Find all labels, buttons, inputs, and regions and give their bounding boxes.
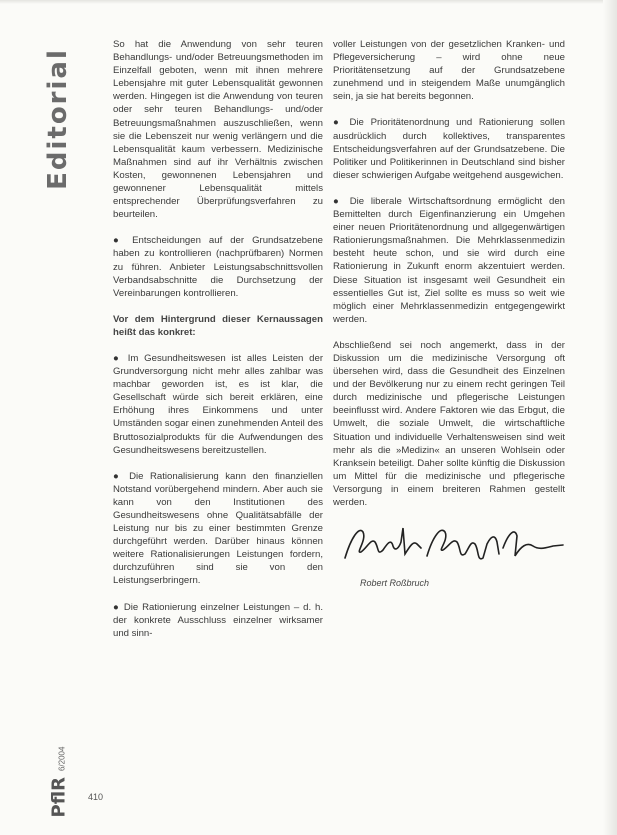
journal-logo-letters: PflR [48,777,70,818]
page-top-edge [0,0,617,4]
bullet-paragraph: ● Entscheidungen auf der Grundsatzebene haben zu kontrollieren (nachprüfbaren) Normen zu führen. Anbieter Leistungsabschnittsvollen Verbandsabschnitte die Durchsetzung der Vereinbarungen kontrollieren. [113,235,324,299]
bullet-icon: ● [333,195,343,207]
bullet-paragraph: ● Die Prioritätenordnung und Rationierung sollen ausdrücklich durch kollektives, transparentes Entscheidungsverfahren auf der Grundsatzebene. Die Politiker und Politikerinnen in Deutschland sind bisher dieser schwierigen Aufgabe weitgehend ausgewichen. [333,117,566,181]
subheading: Vor dem Hintergrund dieser Kernaussagen heißt das konkret: [113,313,323,338]
author-name: Robert Roßbruch [360,578,430,588]
right-column [333,38,565,522]
paragraph: voller Leistungen von der gesetzlichen Kranken- und Pflegeversicherung – wird ohne neue Prioritätensetzung auf der Grundsatzebene zunehmend und in steigendem Maße unumgänglich sein, ja sie hat bereits begonnen. [333,39,565,103]
bullet-icon: ● [113,352,122,364]
journal-issue: 6/2004 [57,746,67,772]
bullet-paragraph: ● Die Rationierung einzelner Leistungen – d. h. der konkrete Ausschluss einzelner wirksamer und sinn- [113,601,323,639]
bullet-paragraph: ● Die liberale Wirtschaftsordnung ermöglicht den Bemittelten durch Eigenfinanzierung ein Umgehen einer neuen Prioritätenordnung und allgegenwärtigen Rationierungsmaßnahmen. Die Mehrklassenmedizin besteht heute schon, und sie wird durch eine Rationierung in Zukunft enorm akzentuiert werden. Diese Situation ist insgesamt weil Gesundheit ein essentielles Gut ist, Ziel sollte es muss so weit wie möglich einer Mehrklassenmedizin entgegengewirkt werden. [333,195,566,325]
bullet-icon: ● [113,235,125,247]
page-edge-shadow [603,0,617,835]
paragraph: So hat die Anwendung von sehr teuren Behandlungs- und/oder Betreuungsmethoden im Einzelfall geboten, wenn mit ihnen mehrere Lebensjahre mit guter Lebensqualität gewonnen werden. Hingegen ist die Anwendung von teuren oder sehr teuren Behandlungs- und/oder Betreuungsmaßnahmen auszuschließen, wenn sie die Lebenszeit nur wenig verlängern und die Lebensqualität kaum verbessern. Medizinische Maßnahmen sind auf ihr Verhältnis zwischen Kosten, gewonnenen Lebensjahren und gewonnener Lebensqualität mittels entsprechender Überprüfungsverfahren zu beurteilen. [113,39,323,221]
bullet-icon: ● [333,117,343,129]
section-title [40,44,76,194]
bullet-icon: ● [113,470,123,482]
bullet-icon: ● [113,601,120,613]
author-signature [337,518,567,570]
section-title-text: Editorial [43,48,73,190]
journal-logo [44,746,74,818]
page-number: 410 [88,792,104,802]
left-column [113,38,323,653]
bullet-paragraph: ● Die Rationalisierung kann den finanziellen Notstand vorübergehend mindern. Aber auch sie kann von den Institutionen des Gesundheitswesens ohne Qualitätsabfälle der Leistung nur bis zu einer bestimmten Grenze durchgeführt werden. Darüber hinaus können weitere Rationalisierungen Leistungen fordern, durchzuführen sind sie von den Leistungserbringern. [113,470,323,587]
paragraph: Abschließend sei noch angemerkt, dass in der Diskussion um die medizinische Versorgung oft übersehen wird, dass die Gesundheit des Einzelnen und der Bevölkerung nur zu einem recht geringen Teil durch medizinische und pflegerische Leistungen beeinflusst wird. Andere Faktoren wie das Erbgut, die Umwelt, die soziale Umwelt, die wirtschaftliche Situation und individuelle Verhaltensweisen sind weit mehr als die »Medizin« an unseren Wohlsein oder Kranksein beteiligt. Daher sollte künftig die Diskussion um Mittel für die medizinische und pflegerische Versorgung in einem breiteren Rahmen gestellt werden. [333,339,565,508]
bullet-paragraph: ● Im Gesundheitswesen ist alles Leisten der Grundversorgung nicht mehr alles zahlbar was machbar geworden ist, es ist klar, die Gesellschaft würde sich bereit erklären, eine Erhöhung ihres Einkommens und unter Umständen sogar einen zunehmenden Anteil des Bruttosozialprodukts für die Aufwendungen des Gesundheitswesens bereitzustellen. [113,352,324,456]
